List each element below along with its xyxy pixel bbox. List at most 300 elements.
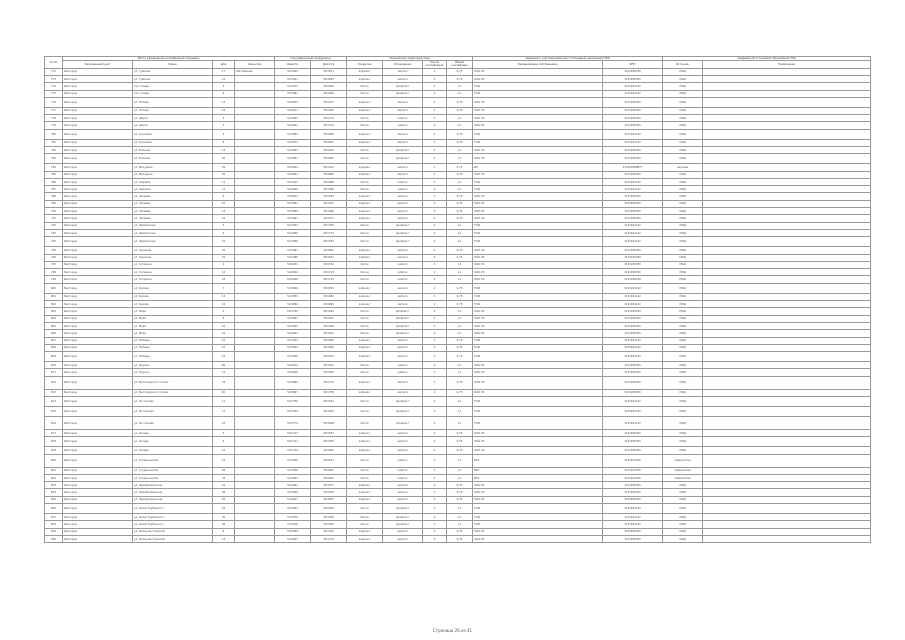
cell-container-count: 2: [423, 215, 447, 222]
table-row: [45, 193, 871, 200]
cell-container-count: 2: [423, 186, 447, 193]
cell-latitude: 50.5874: [275, 193, 311, 200]
cell-house: 13: [213, 293, 235, 300]
table-row: [45, 122, 871, 129]
cell-waste-source: МКД: [663, 193, 703, 200]
cell-settlement: Белгород: [63, 261, 133, 268]
cell-latitude: 50.5968: [275, 237, 311, 247]
cell-container-volume: 1,1: [447, 417, 473, 430]
cell-house: 17: [213, 407, 235, 417]
cell-street: ул. Садовая: [133, 186, 213, 193]
cell-surface: бетон: [347, 474, 383, 481]
cell-house: 3: [213, 222, 235, 229]
cell-container-volume: 1,1: [447, 229, 473, 236]
cell-longitude: 36.5834: [311, 83, 347, 90]
cell-longitude: 36.5856: [311, 337, 347, 344]
cell-fence: металл: [383, 528, 423, 535]
cell-latitude: 50.5897: [275, 215, 311, 222]
cell-latitude: 50.6089: [275, 528, 311, 535]
cell-orientation: [235, 474, 275, 481]
cell-container-volume: 0,75: [447, 97, 473, 107]
cell-street: ул. Королева: [133, 139, 213, 146]
header-note: Примечание: [703, 61, 871, 68]
cell-street: ул. Победы: [133, 352, 213, 362]
cell-container-count: 2: [423, 247, 447, 254]
cell-note: [703, 97, 871, 107]
cell-row-number: 827: [45, 514, 63, 521]
cell-note: [703, 146, 871, 153]
cell-owner-inn: 3123001122: [603, 417, 663, 430]
cell-waste-source: МКД: [663, 369, 703, 376]
cell-longitude: 36.5813: [311, 254, 347, 261]
cell-container-volume: 0,75: [447, 139, 473, 146]
cell-container-volume: 1,1: [447, 261, 473, 268]
cell-orientation: [235, 330, 275, 337]
cell-orientation: [235, 337, 275, 344]
cell-street: ул. Князя Трубецкого: [133, 504, 213, 514]
cell-settlement: Белгород: [63, 352, 133, 362]
cell-longitude: 36.5872: [311, 352, 347, 362]
cell-surface: асфальт: [347, 97, 383, 107]
cell-container-volume: 1,1: [447, 330, 473, 337]
cell-orientation: [235, 504, 275, 514]
cell-owner-name: ООО УК: [473, 200, 603, 207]
cell-surface: бетон: [347, 186, 383, 193]
cell-owner-inn: 3123001122: [603, 83, 663, 90]
cell-note: [703, 186, 871, 193]
cell-street: ул. Фрунзе: [133, 369, 213, 376]
cell-owner-name: ООО УК: [473, 107, 603, 114]
cell-fence: профлист: [383, 154, 423, 164]
cell-row-number: 786: [45, 178, 63, 185]
cell-orientation: [235, 301, 275, 308]
cell-fence: металл: [383, 247, 423, 254]
cell-longitude: 36.5712: [311, 115, 347, 122]
cell-latitude: 50.6031: [275, 261, 311, 268]
cell-note: [703, 247, 871, 254]
cell-house: 10: [213, 200, 235, 207]
cell-orientation: [235, 454, 275, 467]
table-row: [45, 261, 871, 268]
cell-latitude: 50.5920: [275, 186, 311, 193]
header-group-sources: Сведения об источниках образования ТКО: [663, 57, 871, 61]
table-row: [45, 496, 871, 503]
cell-house: 20: [213, 154, 235, 164]
cell-settlement: Белгород: [63, 447, 133, 454]
table-body: [45, 68, 871, 543]
cell-settlement: Белгород: [63, 146, 133, 153]
cell-note: [703, 362, 871, 369]
cell-container-volume: 0,75: [447, 535, 473, 542]
cell-container-volume: 0,75: [447, 301, 473, 308]
cell-street: ул. Есенина: [133, 154, 213, 164]
cell-street: ул. Мира: [133, 315, 213, 322]
cell-row-number: 829: [45, 528, 63, 535]
cell-container-count: 2: [423, 254, 447, 261]
cell-settlement: Белгород: [63, 397, 133, 407]
cell-latitude: 50.5944: [275, 474, 311, 481]
cell-house: 9: [213, 437, 235, 447]
cell-container-count: 2: [423, 229, 447, 236]
cell-container-volume: 0,75: [447, 528, 473, 535]
header-orient: Ориентир: [235, 61, 275, 68]
cell-settlement: Белгород: [63, 97, 133, 107]
cell-street: ул. Чапаева: [133, 193, 213, 200]
cell-owner-name: ТСЖ: [473, 407, 603, 417]
cell-latitude: 50.6040: [275, 269, 311, 276]
cell-note: [703, 115, 871, 122]
cell-waste-source: МКД: [663, 514, 703, 521]
table-row: [45, 397, 871, 407]
cell-orientation: [235, 193, 275, 200]
cell-fence: кирпич: [383, 369, 423, 376]
cell-settlement: Белгород: [63, 215, 133, 222]
cell-fence: кирпич: [383, 362, 423, 369]
cell-fence: металл: [383, 301, 423, 308]
cell-container-count: 2: [423, 193, 447, 200]
table-row: [45, 376, 871, 389]
table-row: [45, 75, 871, 82]
cell-orientation: [235, 115, 275, 122]
cell-owner-inn: 3123456780: [603, 200, 663, 207]
cell-owner-name: ТСЖ: [473, 186, 603, 193]
cell-orientation: [235, 139, 275, 146]
cell-surface: асфальт: [347, 283, 383, 293]
cell-surface: асфальт: [347, 68, 383, 75]
cell-owner-inn: 3123001122: [603, 178, 663, 185]
cell-street: ул. Победы: [133, 337, 213, 344]
cell-note: [703, 521, 871, 528]
cell-row-number: 828: [45, 521, 63, 528]
table-row: [45, 437, 871, 447]
cell-latitude: 50.5973: [275, 83, 311, 90]
cell-fence: профлист: [383, 237, 423, 247]
cell-container-count: 2: [423, 344, 447, 351]
cell-owner-name: ООО УК: [473, 261, 603, 268]
cell-note: [703, 200, 871, 207]
cell-settlement: Белгород: [63, 208, 133, 215]
cell-latitude: 50.5823: [275, 146, 311, 153]
cell-surface: бетон: [347, 514, 383, 521]
cell-surface: бетон: [347, 261, 383, 268]
cell-owner-name: ООО УК: [473, 154, 603, 164]
cell-longitude: 36.5655: [311, 154, 347, 164]
cell-house: 5: [213, 430, 235, 437]
cell-latitude: 50.5991: [275, 482, 311, 489]
cell-settlement: Белгород: [63, 139, 133, 146]
cell-row-number: 798: [45, 269, 63, 276]
cell-settlement: Белгород: [63, 437, 133, 447]
cell-note: [703, 283, 871, 293]
cell-settlement: Белгород: [63, 283, 133, 293]
cell-container-count: 2: [423, 222, 447, 229]
cell-owner-name: ООО УК: [473, 482, 603, 489]
cell-fence: металл: [383, 75, 423, 82]
cell-settlement: Белгород: [63, 276, 133, 283]
cell-container-volume: 0,75: [447, 75, 473, 82]
cell-orientation: [235, 254, 275, 261]
cell-settlement: Белгород: [63, 229, 133, 236]
cell-row-number: 826: [45, 504, 63, 514]
cell-container-volume: 0,75: [447, 68, 473, 75]
cell-latitude: 50.5862: [275, 301, 311, 308]
cell-container-count: 2: [423, 496, 447, 503]
cell-note: [703, 489, 871, 496]
cell-street: ул. Чапаева: [133, 215, 213, 222]
cell-longitude: 36.5714: [311, 269, 347, 276]
cell-container-volume: 0,75: [447, 482, 473, 489]
cell-house: 66: [213, 362, 235, 369]
cell-settlement: Белгород: [63, 330, 133, 337]
cell-house: 32: [213, 474, 235, 481]
table-row: [45, 254, 871, 261]
cell-orientation: [235, 344, 275, 351]
cell-settlement: Белгород: [63, 362, 133, 369]
cell-waste-source: МКД: [663, 301, 703, 308]
cell-latitude: 50.5854: [275, 293, 311, 300]
cell-container-count: 3: [423, 467, 447, 474]
cell-street: ул. Попова: [133, 107, 213, 114]
cell-surface: асфальт: [347, 496, 383, 503]
cell-fence: профлист: [383, 514, 423, 521]
cell-owner-inn: 3123001122: [603, 352, 663, 362]
registry-sheet: [44, 56, 870, 543]
cell-fence: кирпич: [383, 261, 423, 268]
cell-container-volume: 1,1: [447, 397, 473, 407]
cell-owner-name: ООО УК: [473, 308, 603, 315]
cell-latitude: 50.6012: [275, 362, 311, 369]
cell-latitude: 50.5864: [275, 129, 311, 139]
cell-street: ул. Лермонтова: [133, 237, 213, 247]
cell-orientation: [235, 276, 275, 283]
cell-owner-name: ООО УК: [473, 496, 603, 503]
cell-container-volume: 1,1: [447, 115, 473, 122]
table-row: [45, 222, 871, 229]
cell-longitude: 36.5890: [311, 301, 347, 308]
cell-orientation: [235, 146, 275, 153]
cell-row-number: 800: [45, 283, 63, 293]
cell-owner-inn: 3123456780: [603, 482, 663, 489]
cell-street: ул. Королева: [133, 129, 213, 139]
cell-row-number: 777: [45, 107, 63, 114]
cell-settlement: Белгород: [63, 269, 133, 276]
cell-street: ул. Мира: [133, 308, 213, 315]
cell-container-count: 2: [423, 397, 447, 407]
cell-row-number: 812: [45, 376, 63, 389]
cell-longitude: 36.5833: [311, 474, 347, 481]
cell-longitude: 36.5926: [311, 521, 347, 528]
table-row: [45, 208, 871, 215]
cell-row-number: 803: [45, 308, 63, 315]
cell-waste-source: МКД: [663, 521, 703, 528]
cell-street: ул. Костюкова: [133, 397, 213, 407]
cell-note: [703, 308, 871, 315]
cell-street: ул. Костюкова: [133, 417, 213, 430]
cell-orientation: [235, 535, 275, 542]
cell-surface: бетон: [347, 362, 383, 369]
table-row: [45, 330, 871, 337]
cell-fence: металл: [383, 344, 423, 351]
header-no: № п/п: [45, 57, 63, 69]
cell-street: ул. Фрунзе: [133, 362, 213, 369]
cell-container-count: 2: [423, 337, 447, 344]
cell-container-count: 2: [423, 129, 447, 139]
cell-surface: асфальт: [347, 107, 383, 114]
cell-waste-source: МКД: [663, 97, 703, 107]
cell-orientation: [235, 90, 275, 97]
cell-surface: бетон: [347, 397, 383, 407]
cell-row-number: 808: [45, 344, 63, 351]
cell-waste-source: МКД: [663, 376, 703, 389]
cell-container-volume: 0,75: [447, 293, 473, 300]
cell-waste-source: МКД: [663, 283, 703, 293]
cell-orientation: [235, 164, 275, 171]
cell-container-volume: 0,75: [447, 496, 473, 503]
cell-house: 21: [213, 75, 235, 82]
cell-orientation: [235, 247, 275, 254]
cell-container-volume: 0,75: [447, 489, 473, 496]
cell-settlement: Белгород: [63, 489, 133, 496]
cell-latitude: 50.5807: [275, 315, 311, 322]
cell-orientation: [235, 514, 275, 521]
header-src: Источник: [663, 61, 703, 68]
cell-surface: бетон: [347, 322, 383, 329]
header-lat: Широта: [275, 61, 311, 68]
cell-surface: бетон: [347, 90, 383, 97]
cell-orientation: [235, 237, 275, 247]
cell-container-count: 2: [423, 83, 447, 90]
cell-owner-inn: 3123001122: [603, 237, 663, 247]
cell-owner-inn: 3123456780: [603, 315, 663, 322]
cell-waste-source: МКД: [663, 337, 703, 344]
cell-latitude: 50.5799: [275, 308, 311, 315]
cell-owner-name: ВУЗ: [473, 474, 603, 481]
cell-row-number: 816: [45, 417, 63, 430]
page-number: Страница 26 из 41: [432, 628, 473, 633]
cell-house: 9: [213, 229, 235, 236]
cell-container-count: 3: [423, 178, 447, 185]
cell-waste-source: МКД: [663, 397, 703, 407]
cell-surface: бетон: [347, 330, 383, 337]
cell-longitude: 36.5871: [311, 68, 347, 75]
cell-waste-source: МКД: [663, 482, 703, 489]
cell-surface: асфальт: [347, 193, 383, 200]
cell-fence: кирпич: [383, 115, 423, 122]
cell-waste-source: МКД: [663, 254, 703, 261]
cell-house: 31: [213, 254, 235, 261]
cell-street: ул. Преображенская: [133, 482, 213, 489]
cell-waste-source: МКД: [663, 389, 703, 396]
cell-longitude: 36.5628: [311, 417, 347, 430]
cell-note: [703, 389, 871, 396]
cell-note: [703, 154, 871, 164]
cell-house: 9: [213, 90, 235, 97]
cell-row-number: 814: [45, 397, 63, 407]
cell-house: 42: [213, 482, 235, 489]
cell-street: ул. Кирова: [133, 293, 213, 300]
cell-house: 4: [213, 261, 235, 268]
cell-owner-inn: 3123456780: [603, 193, 663, 200]
cell-surface: бетон: [347, 115, 383, 122]
header-house: Дом: [213, 61, 235, 68]
cell-house: 7: [213, 283, 235, 293]
cell-note: [703, 474, 871, 481]
cell-container-volume: 1,1: [447, 315, 473, 322]
cell-container-volume: 0,75: [447, 344, 473, 351]
cell-house: 34: [213, 376, 235, 389]
cell-owner-inn: 3123001122: [603, 397, 663, 407]
cell-latitude: 50.5897: [275, 389, 311, 396]
cell-fence: металл: [383, 193, 423, 200]
cell-container-count: 3: [423, 75, 447, 82]
cell-fence: металл: [383, 293, 423, 300]
header-settlement: Населенный пункт: [63, 61, 133, 68]
cell-house: 6: [213, 193, 235, 200]
cell-row-number: 792: [45, 222, 63, 229]
cell-house: 11: [213, 178, 235, 185]
cell-orientation: [235, 437, 275, 447]
cell-fence: металл: [383, 376, 423, 389]
cell-container-volume: 1,1: [447, 514, 473, 521]
cell-settlement: Белгород: [63, 107, 133, 114]
cell-owner-inn: 3123456780: [603, 254, 663, 261]
cell-fence: металл: [383, 535, 423, 542]
cell-surface: асфальт: [347, 535, 383, 542]
cell-street: ул. Коммунистическая: [133, 535, 213, 542]
table-row: [45, 229, 871, 236]
cell-latitude: 50.6002: [275, 97, 311, 107]
cell-house: 30: [213, 514, 235, 521]
cell-house: 39: [213, 164, 235, 171]
cell-container-count: 3: [423, 376, 447, 389]
cell-settlement: Белгород: [63, 369, 133, 376]
cell-waste-source: МКД: [663, 146, 703, 153]
cell-waste-source: МКД: [663, 276, 703, 283]
cell-owner-name: ТСЖ: [473, 222, 603, 229]
cell-waste-source: МКД: [663, 437, 703, 447]
cell-settlement: Белгород: [63, 521, 133, 528]
cell-settlement: Белгород: [63, 389, 133, 396]
cell-row-number: 830: [45, 535, 63, 542]
cell-container-volume: 1,1: [447, 237, 473, 247]
cell-owner-inn: 3123001122: [603, 407, 663, 417]
cell-fence: металл: [383, 200, 423, 207]
cell-fence: кирпич: [383, 276, 423, 283]
table-row: [45, 369, 871, 376]
cell-note: [703, 369, 871, 376]
cell-longitude: 36.5722: [311, 276, 347, 283]
cell-surface: бетон: [347, 122, 383, 129]
cell-settlement: Белгород: [63, 344, 133, 351]
table-row: [45, 154, 871, 164]
cell-settlement: Белгород: [63, 467, 133, 474]
cell-street: ул. Кирова: [133, 301, 213, 308]
cell-container-count: 3: [423, 208, 447, 215]
cell-row-number: 783: [45, 154, 63, 164]
cell-settlement: Белгород: [63, 171, 133, 178]
cell-surface: бетон: [347, 521, 383, 528]
cell-surface: асфальт: [347, 352, 383, 362]
cell-row-number: 799: [45, 276, 63, 283]
cell-settlement: Белгород: [63, 237, 133, 247]
cell-waste-source: МКД: [663, 269, 703, 276]
cell-longitude: 36.5773: [311, 229, 347, 236]
cell-orientation: [235, 97, 275, 107]
cell-longitude: 36.5971: [311, 215, 347, 222]
cell-container-volume: 1,1: [447, 474, 473, 481]
table-row: [45, 115, 871, 122]
cell-waste-source: МКД: [663, 90, 703, 97]
